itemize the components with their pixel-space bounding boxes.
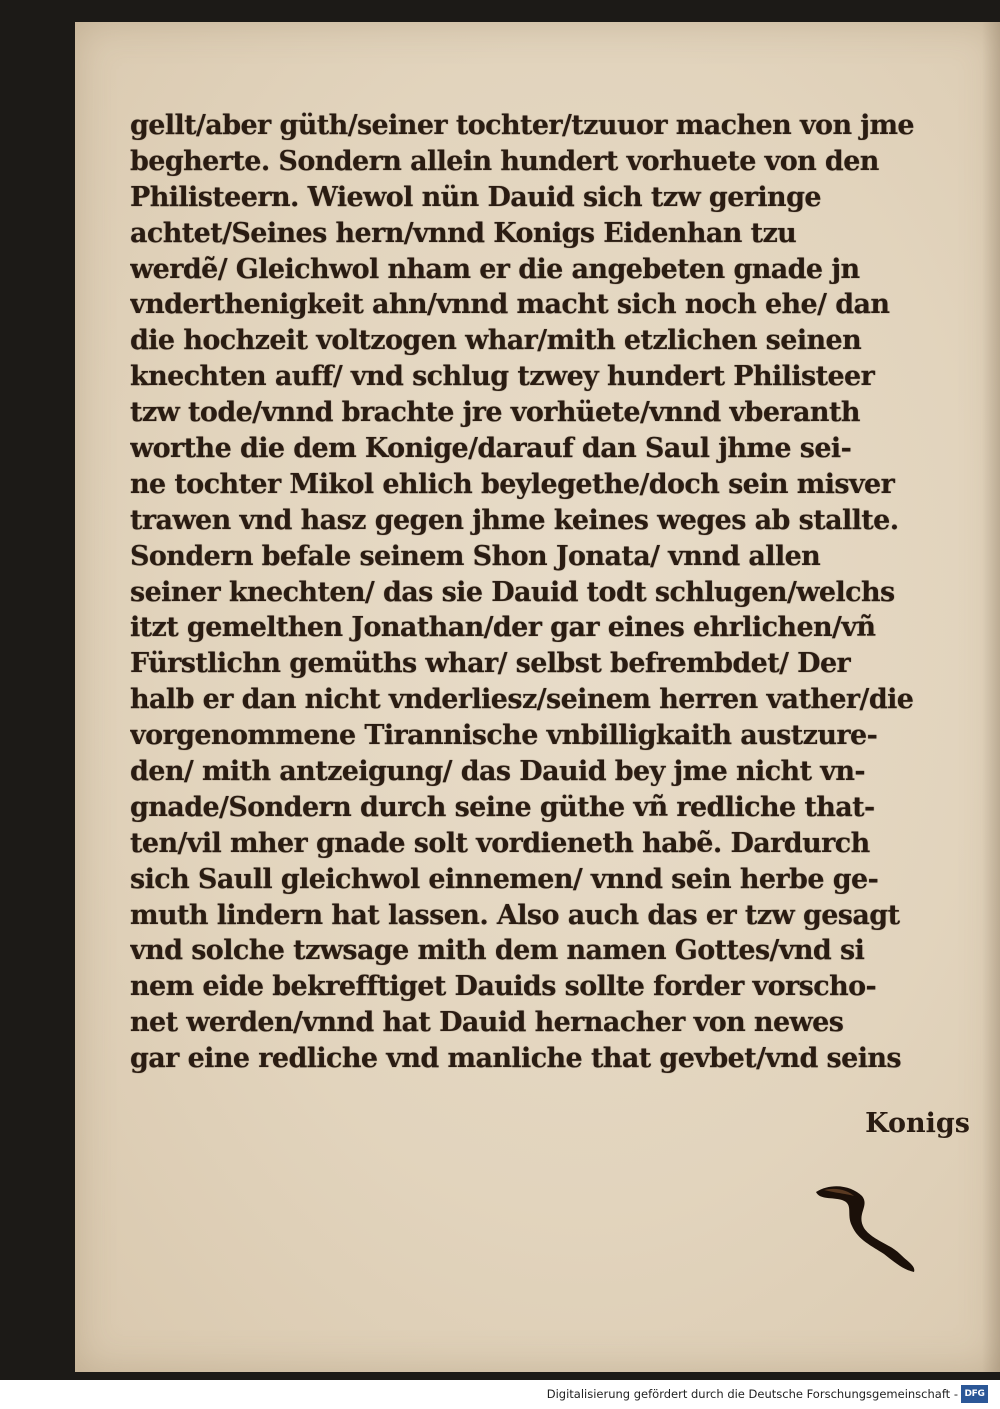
text-line: Sondern befale seinem Shon Jonata/ vnnd allen <box>130 540 821 572</box>
text-line: halb er dan nicht vnderliesz/seinem herren vather/die <box>130 684 914 716</box>
text-line: muth lindern hat lassen. Also auch das er tzw gesagt <box>130 899 900 931</box>
text-line: vorgenommene Tirannische vnbilligkaith austzure- <box>130 720 878 752</box>
text-line: knechten auff/ vnd schlug tzwey hundert Philisteer <box>130 361 875 393</box>
text-line: gnade/Sondern durch seine güthe vñ redliche that- <box>130 791 875 823</box>
catchword: Konigs <box>865 1108 970 1139</box>
text-line: sich Saull gleichwol einnemen/ vnnd sein herbe ge- <box>130 863 879 895</box>
text-line: worthe die dem Konige/darauf dan Saul jhme sei- <box>130 433 852 465</box>
text-block <box>130 108 960 1077</box>
text-line: die hochzeit voltzogen whar/mith etzlichen seinen <box>130 325 862 357</box>
footer-bar <box>0 1380 1000 1409</box>
text-line: itzt gemelthen Jonathan/der gar eines ehrlichen/vñ <box>130 612 876 644</box>
text-line: ne tochter Mikol ehlich beylegethe/doch sein misver <box>130 468 895 500</box>
text-line: begherte. Sondern allein hundert vorhuete von den <box>130 145 879 177</box>
text-line: achtet/Seines hern/vnnd Konigs Eidenhan tzu <box>130 217 797 249</box>
text-line: vnderthenigkeit ahn/vnnd macht sich noch ehe/ dan <box>130 289 890 321</box>
text-line: Philisteern. Wiewol nün Dauid sich tzw geringe <box>130 181 821 213</box>
text-line: vnd solche tzwsage mith dem namen Gottes/vnd si <box>130 935 865 967</box>
text-line: trawen vnd hasz gegen jhme keines weges ab stallte. <box>130 504 899 536</box>
text-line: Fürstlichn gemüths whar/ selbst befrembdet/ Der <box>130 648 851 680</box>
text-line: nem eide bekrefftiget Dauids sollte forder vorscho- <box>130 971 877 1003</box>
text-line: werdẽ/ Gleichwol nham er die angebeten gnade jn <box>130 253 860 285</box>
text-line: net werden/vnnd hat Dauid hernacher von newes <box>130 1007 844 1039</box>
dfg-logo-icon: DFG <box>961 1385 988 1403</box>
page-edge-shadow <box>982 22 1000 1372</box>
text-line: tzw tode/vnnd brachte jre vorhüete/vnnd vberanth <box>130 397 860 429</box>
text-line: ten/vil mher gnade solt vordieneth habẽ. Dardurch <box>130 827 870 859</box>
text-line: seiner knechten/ das sie Dauid todt schlugen/welchs <box>130 576 895 608</box>
text-line: gellt/aber güth/seiner tochter/tzuuor machen von jme <box>130 110 914 141</box>
funding-note: Digitalisierung gefördert durch die Deutsche Forschungsgemeinschaft - <box>546 1387 958 1401</box>
text-line: den/ mith antzeigung/ das Dauid bey jme nicht vn- <box>130 756 865 788</box>
ink-stain <box>812 1178 922 1273</box>
text-line: gar eine redliche vnd manliche that gevbet/vnd seins <box>130 1043 902 1075</box>
